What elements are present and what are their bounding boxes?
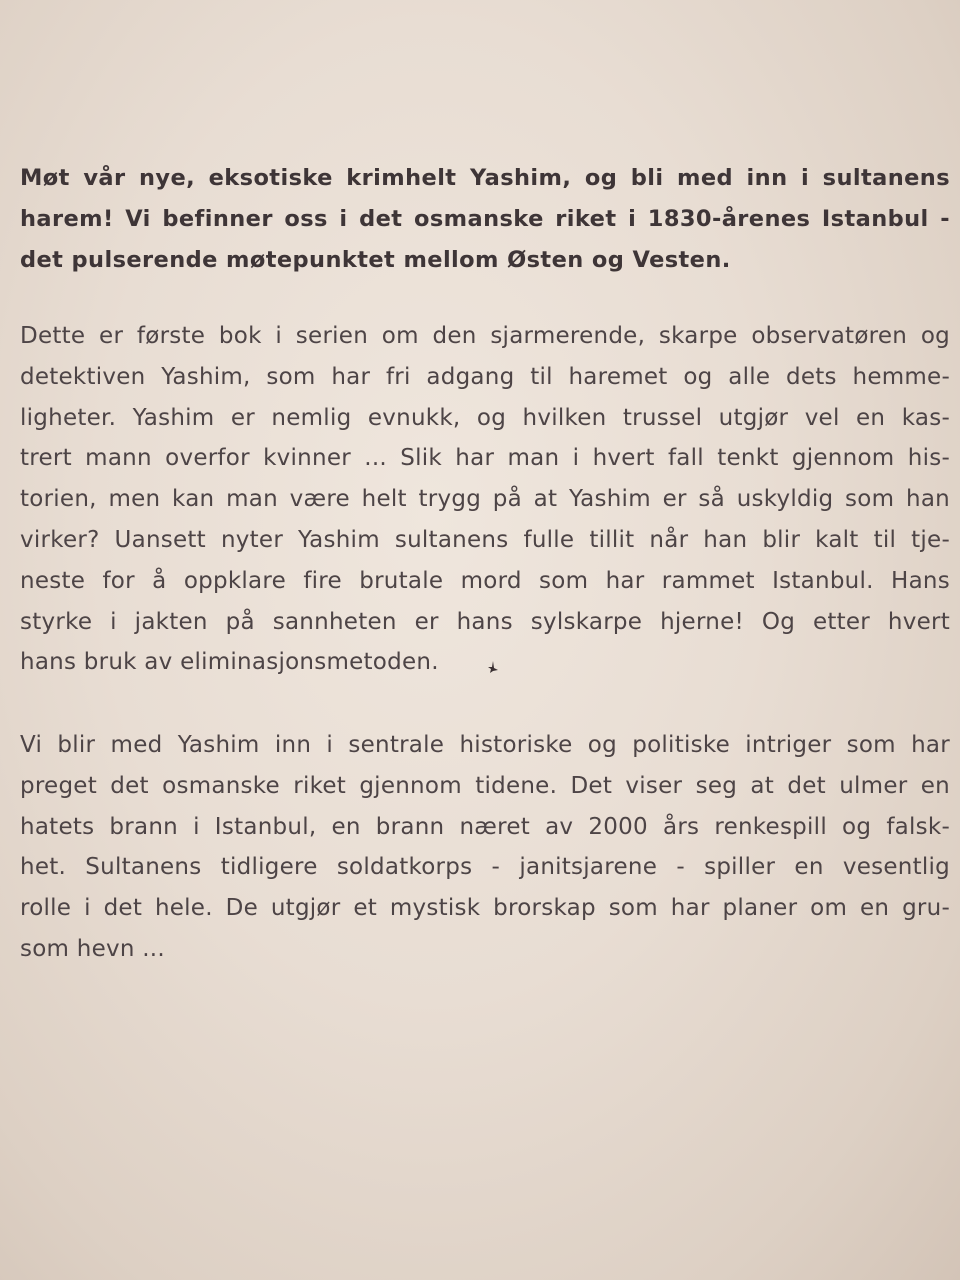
ink-speck-icon	[487, 660, 499, 674]
paragraph-line: het. Sultanens tidligere soldatkorps - janitsjarene - spiller en vesentlig	[20, 854, 950, 881]
paragraph-line: preget det osmanske riket gjennom tidene. Det viser seg at det ulmer en	[20, 772, 950, 799]
paragraph-line: Vi blir med Yashim inn i sentrale historiske og politiske intriger som har	[20, 732, 950, 758]
intro-paragraph	[20, 158, 950, 281]
paragraph-line: hatets brann i Istanbul, en brann næret av 2000 års renkespill og falsk-	[20, 813, 950, 840]
description-paragraph-2	[20, 725, 950, 970]
paragraph-line: neste for å oppklare fire brutale mord som har rammet Istanbul. Hans	[20, 567, 950, 594]
paragraph-line: hans bruk av eliminasjonsmetoden.	[20, 649, 439, 676]
paragraph-line: torien, men kan man være helt trygg på at Yashim er så uskyldig som han	[20, 486, 950, 513]
paragraph-line: rolle i det hele. De utgjør et mystisk brorskap som har planer om en gru-	[20, 895, 950, 922]
paragraph-line: detektiven Yashim, som har fri adgang til haremet og alle dets hemme-	[20, 363, 950, 390]
paragraph-line: virker? Uansett nyter Yashim sultanens fulle tillit når han blir kalt til tje-	[20, 526, 950, 553]
intro-line: det pulserende møtepunktet mellom Østen og Vesten.	[20, 247, 731, 273]
description-paragraph-1	[20, 316, 950, 683]
paragraph-line: Dette er første bok i serien om den sjarmerende, skarpe observatøren og	[20, 323, 950, 349]
paragraph-line: styrke i jakten på sannheten er hans sylskarpe hjerne! Og etter hvert	[20, 608, 950, 635]
paragraph-line: ligheter. Yashim er nemlig evnukk, og hvilken trussel utgjør vel en kas-	[20, 404, 950, 431]
intro-line: Møt vår nye, eksotiske krimhelt Yashim, og bli med inn i sultanens	[20, 165, 950, 191]
paragraph-line: trert mann overfor kvinner ... Slik har man i hvert fall tenkt gjennom his-	[20, 445, 950, 472]
intro-line: harem! Vi befinner oss i det osmanske riket i 1830-årenes Istanbul -	[20, 206, 950, 232]
paragraph-line: som hevn ...	[20, 935, 165, 962]
